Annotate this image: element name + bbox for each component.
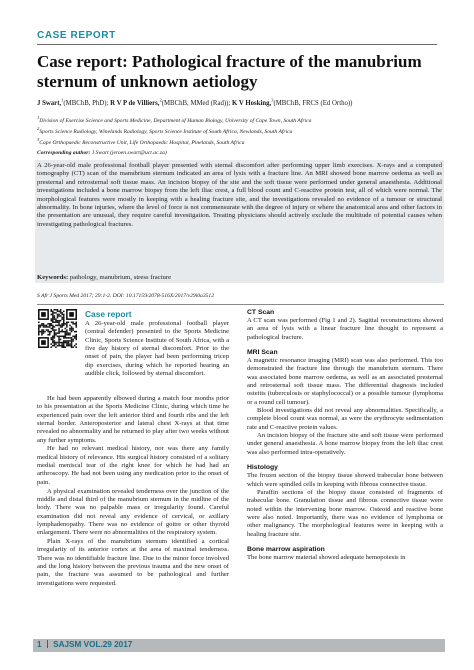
bone-marrow-para-1: The bone marrow material showed adequate hemopoiesis in [247,553,406,561]
left-column [37,395,229,588]
histology-para-1: The frozen section of the biopsy tissue showed trabecular bone between which were spindled cells in keeping with fibrous connective tissue. [247,472,443,488]
mri-para-3: An incision biopsy of the fracture site and soft tissue were performed under general anaesthesia. A bone marrow biopsy from the left iliac crest was also performed intra-operatively. [247,432,443,456]
abstract-text: A 26-year-old male professional football player presented with sternal discomfort after performing upper limb exercises. X-rays and a computed tomography (CT) scan of the manubrium sternum indicated an area of lysis with a fracture line. An MRI showed bone marrow oedema as well as presternal and retrosternal soft tissue mass. An incision biopsy of the site and the soft tissue were performed under general anaesthesia. Additional investigations included a bone marrow biopsy from the left iliac crest, a full blood count and C-reactive protein test, all of which were normal. The morphological features were mostly in keeping with a healing fracture site, and the investigations revealed no evidence of a tumour or structural abnormality. In bone injuries, where the level of force is not commensurate with the degree of injury or where the anatomical area and other factors in the presentation are unusual, they require careful investigation. Treating physicians should actively exclude the multitude of potential causes when investigating pathological fractures. [37,162,442,228]
affiliation-3: $^3$Cape Orthopaedic Reconstructive Unit, Life Orthopaedic Hospital, Pinelands, South Africa [37,137,245,146]
ct-heading: CT Scan [247,309,275,316]
citation-rule [37,304,444,305]
section-histology [247,464,443,539]
left-intro: A 26-year-old male professional football player (central defender) presented to the Sports Medicine Clinic, Sports Science Institute of South Africa, with a five day history of sternal discomfort. Prior to the onset of pain, the player had been performing tricep dip exercises, during which he reported hearing an audible click, followed by sternal discomfort. [85,320,229,378]
left-para-1: He had been apparently elbowed during a match four months prior to his presentation at the Sports Medicine Clinic, during which time he experienced pain over the left anterior third and fourth ribs and the left sternal border. Anteroposterior and lateral chest X-rays at that time revealed no abnormality and he returned to play after two weeks without any further symptoms. [37,395,229,444]
left-para-3: A physical examination revealed tenderness over the junction of the middle and distal third of the manubrium sternum in the midline of the body. There was no palpable mass or irregularity found. Careful examination did not reveal any evidence of cervical, or axillary lymphadenopathy. There was no evidence of goitre or other thyroid enlargement. There were no abnormalities of the respiratory system. [37,487,229,537]
section-label: CASE REPORT [37,30,116,41]
author-list [37,98,445,107]
mri-para-1: A magnetic resonance imaging (MRI) scan was also performed. This too demonstrated the fracture line through the manubrium sternum. There was associated bone marrow oedema, as well as an associated presternal and retrosternal soft tissue mass. The differential diagnosis included osteitis (tuberculosis or staphylococcal) or a possible tumour (lymphoma or a round cell tumour). [247,357,443,406]
bone-marrow-heading: Bone marrow aspiration [247,545,325,553]
histology-heading: Histology [247,464,278,472]
affiliations [37,114,445,147]
right-column [247,309,443,562]
author-0: J Swart,$^1$(MBChB, PhD); [37,98,109,108]
corresponding-email[interactable]: J Swart (jeroen.swart@uct.ac.za) [91,150,167,156]
footer-text [37,640,132,649]
keywords: Keywords: pathology, manubrium, stress fracture [37,274,172,281]
mri-heading: MRI Scan [247,349,278,357]
corresponding-author: Corresponding author: J Swart (jeroen.swart@uct.ac.za) [37,150,167,156]
author-2: K V Hosking,$^3$(MBChB, FRCS (Ed Ortho)) [232,98,353,108]
affiliation-2: $^2$Sports Science Radiology, Winelands Radiology, Sports Science Institute of South Africa, Newlands, South Africa [37,126,293,135]
footer-divider [47,640,48,648]
page-number: 1 [37,640,42,649]
left-para-2: He had no relevant medical history, nor was there any family medical history of relevance. His surgical history consisted of a solitary medial meniscal tear of the right knee for which he had had an arthroscopy. He had not been using any medication prior to the onset of pain. [37,445,229,486]
ct-para-1: A CT scan was performed (Fig 1 and 2). Sagittal reconstructions showed an area of lysis with a linear fracture line thought to represent a pathological fracture. [247,317,443,341]
mri-para-2: Blood investigations did not reveal any abnormalities. Specifically, a complete blood count was normal, as were the erythrocyte sedimentation rate and C-reactive protein values. [247,407,443,431]
section-ct [247,309,443,342]
qr-code-graphic [38,309,77,348]
citation-line: S Afr J Sports Med 2017; 29:1-2. DOI: 10.17159/2078-516X/2017/v29i0a3512 [37,293,215,299]
section-bone-marrow [247,546,443,562]
author-1: R V P de Villiers,$^2$(MBChB, MMed (Rad)); [110,98,231,108]
left-para-4: Plain X-rays of the manubrium sternum identified a cortical irregularity of its anterior cortex at the area of maximal tenderness. There was no identifiable fracture line. Due to the minor force involved and the long history between the previous trauma and the new onset of pain, the fracture was assumed to be pathological and further investigations were requested. [37,538,229,587]
journal-name: SAJSM VOL.29 2017 [53,640,133,649]
section-mri [247,349,443,457]
paper-title: Case report: Pathological fracture of the manubrium sternum of unknown aetiology [37,52,422,91]
affiliation-1: $^1$Division of Exercise Science and Sports Medicine, Department of Human Biology, University of Cape Town, South Africa [37,115,312,124]
header-rule [37,44,437,45]
histology-para-2: Paraffin sections of the biopsy tissue consisted of fragments of trabecular bone. Granulation tissue and fibrous connective tissue were noted within the intervening bone marrow. Osteoid and reactive bone were also noted. Importantly, there was no evidence of lymphoma or other malignancy. The morphological features were in keeping with a healing fracture site. [247,488,443,538]
qr-code [38,309,77,348]
case-report-heading: Case report [85,309,132,319]
